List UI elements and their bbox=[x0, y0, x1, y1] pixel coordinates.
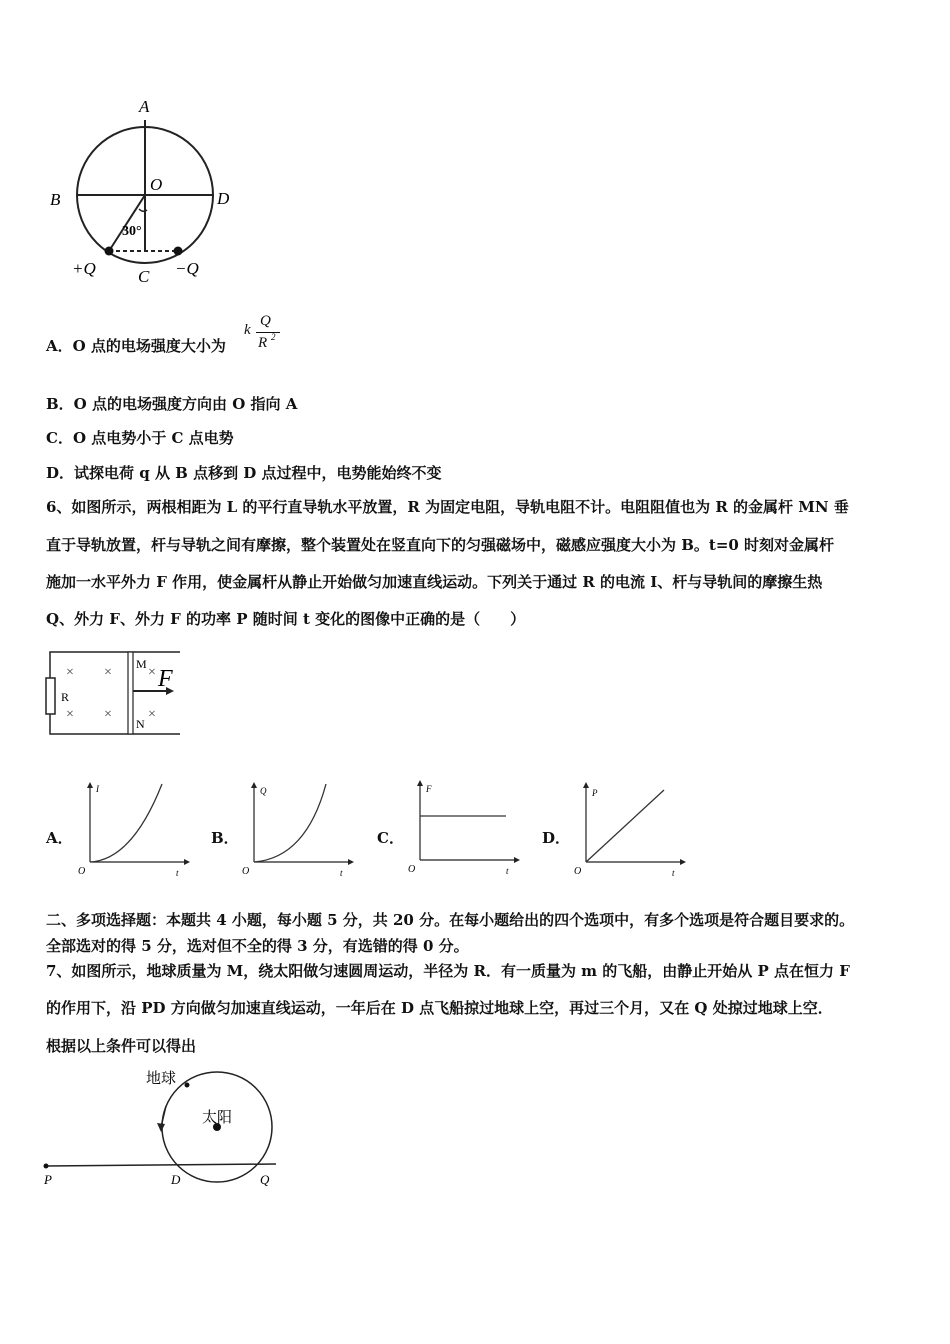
plus-charge-dot bbox=[105, 247, 114, 256]
rail-figure bbox=[44, 648, 194, 740]
field-cross: × bbox=[66, 707, 74, 722]
section2-line-1: 二、多项选择题：本题共 4 小题，每小题 5 分，共 20 分。在每小题给出的四个选项中，有多个选项是符合题目要求的。 bbox=[46, 911, 855, 929]
field-cross: × bbox=[148, 665, 156, 680]
label-B: B bbox=[50, 190, 61, 209]
graph-b-label: B． bbox=[211, 829, 239, 847]
orbit-figure bbox=[40, 1062, 290, 1192]
graph-d-t: t bbox=[672, 868, 675, 878]
label-D: D bbox=[171, 1172, 181, 1187]
label-N: N bbox=[136, 717, 145, 731]
graph-b-origin: O bbox=[242, 866, 250, 877]
graph-d-origin: O bbox=[574, 866, 582, 877]
q6-line-4: Q、外力 F、外力 F 的功率 P 随时间 t 变化的图像中正确的是（ ） bbox=[46, 610, 526, 628]
q5-option-b: B．O 点的电场强度方向由 O 指向 A bbox=[46, 395, 298, 413]
point-P bbox=[44, 1164, 49, 1169]
graph-b-t: t bbox=[340, 868, 343, 878]
graph-a-origin: O bbox=[78, 866, 86, 877]
graph-d bbox=[568, 780, 688, 880]
q5-option-a bbox=[46, 336, 226, 356]
label-P: P bbox=[44, 1172, 52, 1187]
section2-line-2: 全部选对的得 5 分，选对但不全的得 3 分，有选错的得 0 分。 bbox=[46, 937, 469, 955]
path-PD bbox=[46, 1164, 276, 1166]
label-D: D bbox=[217, 189, 230, 208]
q7-line-1: 7、如图所示，地球质量为 M，绕太阳做匀速圆周运动，半径为 R．有一质量为 m 的飞船，由静止开始从 P 点在恒力 F bbox=[46, 962, 850, 980]
formula-num: Q bbox=[260, 313, 271, 329]
label-earth: 地球 bbox=[146, 1071, 177, 1087]
metal-rod bbox=[128, 652, 133, 734]
graph-a-axis: I bbox=[96, 784, 99, 794]
label-F: F bbox=[158, 666, 173, 692]
q6-line-1: 6、如图所示，两根相距为 L 的平行直导轨水平放置，R 为固定电阻，导轨电阻不计。电阻阻值也为 R 的金属杆 MN 垂 bbox=[46, 498, 849, 516]
graph-c-axis: F bbox=[426, 784, 432, 794]
graph-d-line bbox=[586, 790, 664, 862]
formula-den: R bbox=[258, 335, 268, 351]
graph-a-t: t bbox=[176, 868, 179, 878]
formula-k: k bbox=[244, 322, 251, 338]
field-cross: × bbox=[104, 665, 112, 680]
graph-a-label: A． bbox=[46, 829, 73, 847]
minus-charge-dot bbox=[174, 247, 183, 256]
graph-c-origin: O bbox=[408, 864, 416, 875]
q7-line-2: 的作用下，沿 PD 方向做匀加速直线运动，一年后在 D 点飞船掠过地球上空，再过三个月，又在 Q 处掠过地球上空． bbox=[46, 999, 833, 1017]
graph-d-label: D． bbox=[542, 829, 571, 847]
field-cross: × bbox=[148, 707, 156, 722]
q5-option-d: D．试探电荷 q 从 B 点移到 D 点过程中，电势能始终不变 bbox=[46, 464, 442, 482]
label-A: A bbox=[139, 97, 150, 116]
q5-option-a-text: A．O 点的电场强度大小为 bbox=[46, 337, 226, 355]
graph-c-t: t bbox=[506, 866, 509, 876]
formula-exp: 2 bbox=[271, 332, 276, 342]
graph-b bbox=[236, 780, 356, 880]
label-sun: 太阳 bbox=[202, 1110, 233, 1126]
label-M: M bbox=[136, 657, 147, 671]
label-plus-q: +Q bbox=[72, 259, 96, 278]
label-C: C bbox=[138, 267, 150, 286]
earth-dot bbox=[185, 1083, 190, 1088]
label-Q: Q bbox=[260, 1172, 270, 1187]
q7-line-3: 根据以上条件可以得出 bbox=[46, 1037, 197, 1055]
q6-line-2: 直于导轨放置，杆与导轨之间有摩擦，整个装置处在竖直向下的匀强磁场中，磁感应强度大小为 B。t=0 时刻对金属杆 bbox=[46, 536, 835, 554]
circle-charge-figure bbox=[40, 92, 250, 292]
graph-c-label: C． bbox=[377, 829, 404, 847]
q6-line-3: 施加一水平外力 F 作用，使金属杆从静止开始做匀加速直线运动。下列关于通过 R 的电流 I、杆与导轨间的摩擦生热 bbox=[46, 573, 823, 591]
resistor-box bbox=[46, 678, 55, 714]
graph-d-axis: P bbox=[592, 788, 598, 798]
label-R: R bbox=[61, 690, 70, 704]
graph-b-axis: Q bbox=[260, 786, 267, 796]
angle-label: 30° bbox=[122, 224, 142, 239]
graph-a bbox=[72, 780, 192, 880]
q5-option-c: C．O 点电势小于 C 点电势 bbox=[46, 429, 234, 447]
field-cross: × bbox=[66, 665, 74, 680]
label-minus-q: −Q bbox=[175, 259, 199, 278]
label-O: O bbox=[150, 175, 163, 194]
field-cross: × bbox=[104, 707, 112, 722]
graph-c bbox=[402, 778, 522, 878]
graph-a-curve bbox=[90, 784, 162, 862]
